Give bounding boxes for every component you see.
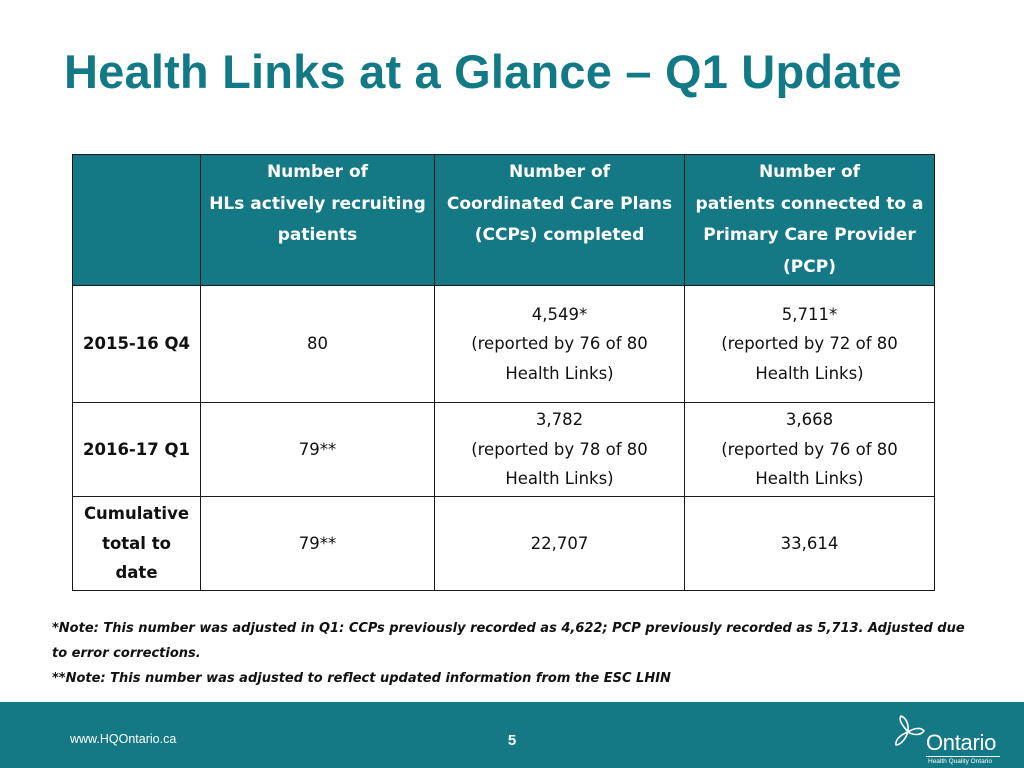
cell-hls: 79** [201, 403, 435, 497]
logo-brand: Ontario [926, 730, 997, 755]
trillium-icon [890, 714, 926, 750]
cell-ccps: 3,782 (reported by 78 of 80 Health Links) [435, 403, 685, 497]
table-row [73, 497, 935, 591]
logo-subtitle: Health Quality Ontario [928, 758, 992, 765]
header-cell-pcp: Number of patients connected to a Primary Care Provider (PCP) [685, 155, 935, 286]
cell-hls: 79** [201, 497, 435, 591]
ontario-logo [890, 714, 1010, 764]
page-number: 5 [507, 732, 517, 749]
logo-divider [926, 756, 1000, 757]
page-title: Health Links at a Glance – Q1 Update [64, 45, 902, 98]
cell-ccps: 22,707 [435, 497, 685, 591]
health-links-table [72, 154, 935, 591]
row-label: 2015-16 Q4 [73, 286, 201, 403]
header-cell-empty [73, 155, 201, 286]
cell-ccps: 4,549* (reported by 76 of 80 Health Links) [435, 286, 685, 403]
table-row [73, 403, 935, 497]
cell-pcp: 33,614 [685, 497, 935, 591]
row-label: Cumulative total to date [73, 497, 201, 591]
cell-pcp: 5,711* (reported by 72 of 80 Health Links) [685, 286, 935, 403]
cell-hls: 80 [201, 286, 435, 403]
cell-pcp: 3,668 (reported by 76 of 80 Health Links) [685, 403, 935, 497]
header-cell-hls: Number of HLs actively recruiting patients [201, 155, 435, 286]
row-label: 2016-17 Q1 [73, 403, 201, 497]
footer-bar [0, 702, 1024, 768]
website-link[interactable]: www.HQOntario.ca [70, 732, 177, 746]
footnote-ccp-pcp: *Note: This number was adjusted in Q1: CCPs previously recorded as 4,622; PCP previously recorded as 5,713. Adjusted due to error corrections. [52, 621, 965, 661]
table-row [73, 286, 935, 403]
header-cell-ccps: Number of Coordinated Care Plans (CCPs) completed [435, 155, 685, 286]
footnote-esc-lhin: **Note: This number was adjusted to reflect updated information from the ESC LHIN [52, 671, 671, 686]
footnotes [52, 616, 972, 691]
table-header-row [73, 155, 935, 286]
